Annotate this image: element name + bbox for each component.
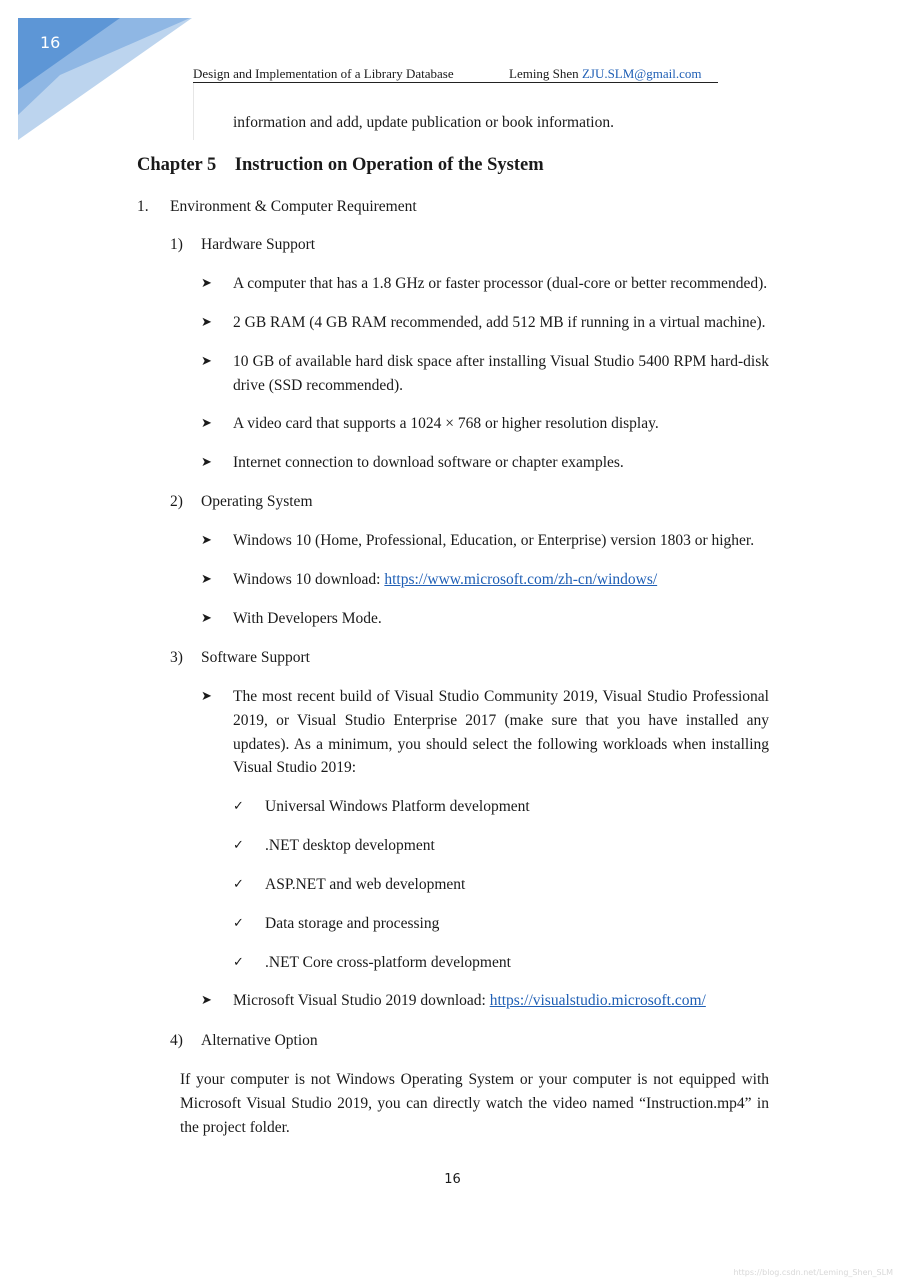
chapter-heading: Chapter 5 Instruction on Operation of the System (137, 155, 544, 175)
workload-item: .NET Core cross-platform development (265, 954, 511, 971)
running-header (193, 66, 718, 83)
windows-download-label: Windows 10 download: (233, 571, 385, 588)
list-item: With Developers Mode. (233, 610, 382, 627)
subsection-number: 4) (170, 1032, 183, 1049)
arrow-bullet-icon: ➤ (201, 455, 212, 470)
watermark: https://blog.csdn.net/Leming_Shen_SLM (733, 1268, 893, 1277)
vs-download-label: Microsoft Visual Studio 2019 download: (233, 992, 490, 1009)
corner-decoration (0, 0, 200, 145)
page-number: 16 (444, 1172, 461, 1187)
workload-item: Data storage and processing (265, 915, 440, 932)
workload-item: Universal Windows Platform development (265, 798, 530, 815)
subsection-number: 2) (170, 493, 183, 510)
list-item: Internet connection to download software or chapter examples. (233, 454, 624, 471)
margin-line (193, 82, 194, 140)
section-title: Environment & Computer Requirement (170, 198, 417, 215)
arrow-bullet-icon: ➤ (201, 276, 212, 291)
subsection-number: 1) (170, 236, 183, 253)
subsection-title-software: Software Support (201, 649, 310, 666)
checkmark-icon: ✓ (233, 955, 244, 970)
continued-text: information and add, update publication or book information. (233, 114, 614, 131)
vs-download-link[interactable]: https://visualstudio.microsoft.com/ (489, 992, 706, 1009)
arrow-bullet-icon: ➤ (201, 611, 212, 626)
arrow-bullet-icon: ➤ (201, 993, 212, 1008)
alternative-paragraph: If your computer is not Windows Operating System or your computer is not equipped with Microsoft Visual Studio 2019, you can directly watch the video named “Instruction.mp4” in the project folder. (180, 1071, 769, 1136)
list-item: Windows 10 (Home, Professional, Education, or Enterprise) version 1803 or higher. (233, 532, 755, 549)
subsection-title-alternative: Alternative Option (201, 1032, 318, 1049)
checkmark-icon: ✓ (233, 916, 244, 931)
subsection-title-hardware: Hardware Support (201, 236, 316, 253)
arrow-bullet-icon: ➤ (201, 533, 212, 548)
subsection-number: 3) (170, 649, 183, 666)
list-item: A computer that has a 1.8 GHz or faster processor (dual-core or better recommended). (233, 275, 768, 292)
header-email-link[interactable]: ZJU.SLM@gmail.com (581, 66, 702, 81)
checkmark-icon: ✓ (233, 838, 244, 853)
checkmark-icon: ✓ (233, 799, 244, 814)
subsection-title-os: Operating System (201, 493, 313, 510)
header-author-block (509, 66, 702, 81)
arrow-bullet-icon: ➤ (201, 689, 212, 704)
list-item (233, 570, 657, 590)
arrow-bullet-icon: ➤ (201, 354, 212, 369)
windows-download-link[interactable]: https://www.microsoft.com/zh-cn/windows/ (384, 571, 658, 588)
header-author: Leming Shen (509, 66, 579, 81)
workload-item: .NET desktop development (265, 837, 435, 854)
workload-item: ASP.NET and web development (265, 876, 466, 893)
corner-page-badge: 16 (40, 33, 61, 52)
list-item (233, 991, 706, 1011)
list-item: 2 GB RAM (4 GB RAM recommended, add 512 MB if running in a virtual machine). (233, 314, 766, 331)
arrow-bullet-icon: ➤ (201, 315, 212, 330)
list-item: The most recent build of Visual Studio Community 2019, Visual Studio Professional 2019, or Visual Studio Enterprise 2017 (make sure that you have installed any updates). As a minimum, you should select the following workloads when installing Visual Studio 2019: (233, 688, 769, 777)
section-number: 1. (137, 198, 149, 215)
arrow-bullet-icon: ➤ (201, 572, 212, 587)
header-title: Design and Implementation of a Library Database (193, 66, 454, 81)
checkmark-icon: ✓ (233, 877, 244, 892)
list-item: 10 GB of available hard disk space after installing Visual Studio 5400 RPM hard-disk drive (SSD recommended). (233, 353, 769, 394)
arrow-bullet-icon: ➤ (201, 416, 212, 431)
list-item: A video card that supports a 1024 × 768 or higher resolution display. (233, 415, 659, 432)
